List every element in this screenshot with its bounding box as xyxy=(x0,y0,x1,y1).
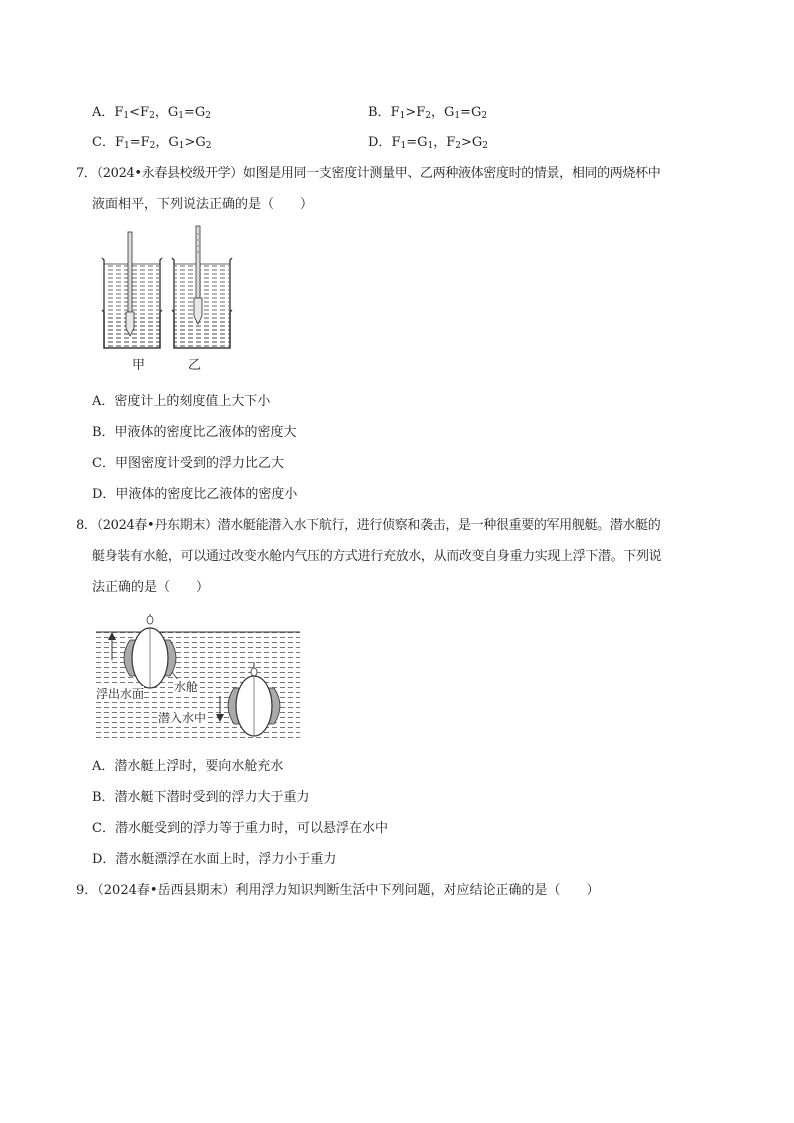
q6-option-d: D．$F_1=G_1$，$F_2>G_2$ xyxy=(368,135,488,151)
q7-label-jia: 甲 xyxy=(132,358,146,373)
q7-option-c: C．甲图密度计受到的浮力比乙大 xyxy=(92,456,284,471)
q8-label-dive: 潜入水中 xyxy=(158,711,207,725)
q7-option-b: B．甲液体的密度比乙液体的密度大 xyxy=(92,425,297,440)
q6-option-c: C．$F_1=F_2$，$G_1>G_2$ xyxy=(92,135,212,151)
q6-option-a: A．$F_1<F_2$，$G_1=G_2$ xyxy=(92,105,211,121)
q8-stem-line3: 法正确的是（ ） xyxy=(92,580,210,595)
q8-option-b: B．潜水艇下潜时受到的浮力大于重力 xyxy=(92,790,310,805)
q8-option-d: D．潜水艇漂浮在水面上时，浮力小于重力 xyxy=(92,852,337,867)
q8-stem-line1: 8．（2024春•丹东期末）潜水艇能潜入水下航行，进行侦察和袭击，是一种很重要的军用舰艇。潜水艇的 xyxy=(76,518,661,533)
q7-option-d: D．甲液体的密度比乙液体的密度小 xyxy=(92,487,298,502)
q7-option-a: A．密度计上的刻度值上大下小 xyxy=(92,394,271,409)
q9-stem-line1: 9．（2024春•岳西县期末）利用浮力知识判断生活中下列问题，对应结论正确的是（ ） xyxy=(76,883,600,898)
q8-stem-line2: 艇身装有水舱，可以通过改变水舱内气压的方式进行充放水，从而改变自身重力实现上浮下潜。下列说 xyxy=(92,549,662,564)
q7-stem-line1: 7．（2024•永春县校级开学）如图是用同一支密度计测量甲、乙两种液体密度时的情景，相同的两烧杯中 xyxy=(76,166,661,181)
q8-option-a: A．潜水艇上浮时，要向水舱充水 xyxy=(92,759,284,774)
q8-label-tank: 水舱 xyxy=(174,680,199,694)
q7-beakers-detail xyxy=(100,232,240,362)
q8-option-c: C．潜水艇受到的浮力等于重力时，可以悬浮在水中 xyxy=(92,821,388,836)
q8-label-surface: 浮出水面 xyxy=(96,687,145,701)
q6-option-b: B．$F_1>F_2$，$G_1=G_2$ xyxy=(368,105,488,121)
q7-stem-line2: 液面相平，下列说法正确的是（ ） xyxy=(92,197,314,212)
q7-label-yi: 乙 xyxy=(188,358,202,373)
